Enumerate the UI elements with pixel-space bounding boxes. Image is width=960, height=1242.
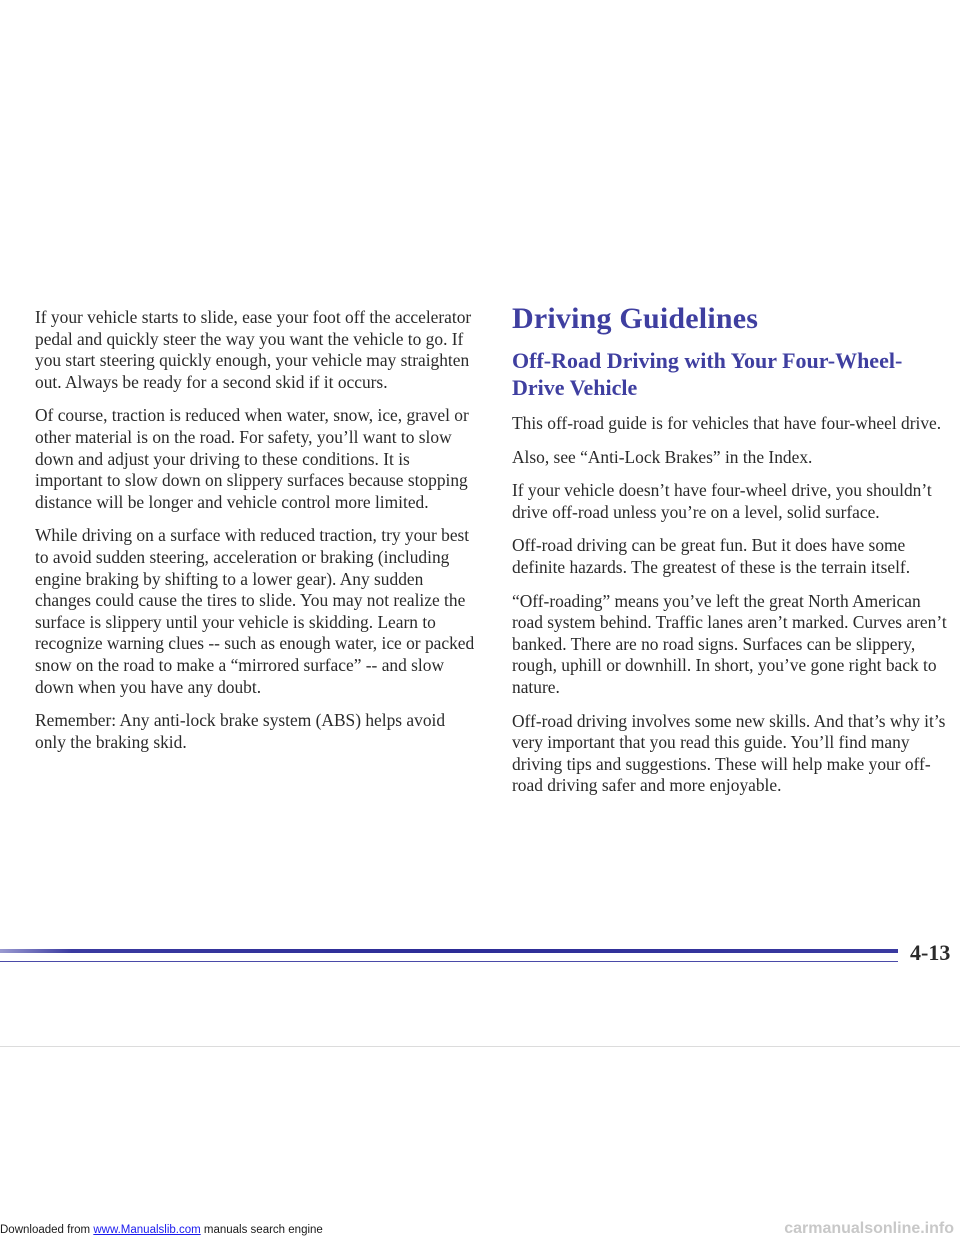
footer-suffix: manuals search engine xyxy=(200,1224,323,1236)
left-column xyxy=(35,307,480,765)
footer-prefix: Downloaded from xyxy=(0,1224,94,1236)
page-rule-thick xyxy=(0,949,898,953)
page-number: 4-13 xyxy=(910,940,951,965)
section-title: Driving Guidelines xyxy=(512,302,759,335)
body-paragraph: “Off-roading” means you’ve left the great North American road system behind. Traffic lanes aren’t marked. Curves aren’t banked. There are no road signs. Surfaces can be slippery, rough, uphill or downhill. In short, you’ve gone right back to nature. xyxy=(512,590,947,697)
body-paragraph: If your vehicle doesn’t have four-wheel drive, you shouldn’t drive off-road unless you’re on a level, solid surface. xyxy=(512,480,932,522)
body-paragraph: Remember: Any anti-lock brake system (ABS) helps avoid only the braking skid. xyxy=(35,710,446,752)
body-paragraph: While driving on a surface with reduced traction, try your best to avoid sudden steering, acceleration or braking (including engine braking by shifting to a lower gear). Any sudden changes could cause the tires to slide. You may not realize the surface is slippery until your vehicle is skidding. Learn to recognize warning clues -- such as enough water, ice or packed snow on the road to make a “mirrored surface” -- and slow down when you have any doubt. xyxy=(35,525,475,697)
body-paragraph: Off-road driving involves some new skills. And that’s why it’s very important that you read this guide. You’ll find many driving tips and suggestions. These will help make your off-road driving safer and more enjoyable. xyxy=(512,710,946,796)
right-column xyxy=(512,302,952,809)
download-footer xyxy=(0,1224,323,1236)
body-paragraph: This off-road guide is for vehicles that have four-wheel drive. xyxy=(512,413,942,433)
manualslib-link[interactable]: www.Manualslib.com xyxy=(93,1224,201,1236)
watermark-text: carmanualsonline.info xyxy=(784,1220,954,1237)
body-paragraph: Off-road driving can be great fun. But it does have some definite hazards. The greatest of these is the terrain itself. xyxy=(512,535,911,577)
subsection-title: Off-Road Driving with Your Four-Wheel-Drive Vehicle xyxy=(512,348,903,400)
page-rule-thin xyxy=(0,961,898,962)
body-paragraph: If your vehicle starts to slide, ease your foot off the accelerator pedal and quickly steer the way you want the vehicle to go. If you start steering quickly enough, your vehicle may straighten out. Always be ready for a second skid if it occurs. xyxy=(35,307,472,392)
body-paragraph: Of course, traction is reduced when water, snow, ice, gravel or other material is on the road. For safety, you’ll want to slow down and adjust your driving to these conditions. It is important to slow down on slippery surfaces because stopping distance will be longer and vehicle control more limited. xyxy=(35,405,469,512)
body-paragraph: Also, see “Anti-Lock Brakes” in the Index. xyxy=(512,446,813,467)
scan-divider xyxy=(0,1046,960,1047)
